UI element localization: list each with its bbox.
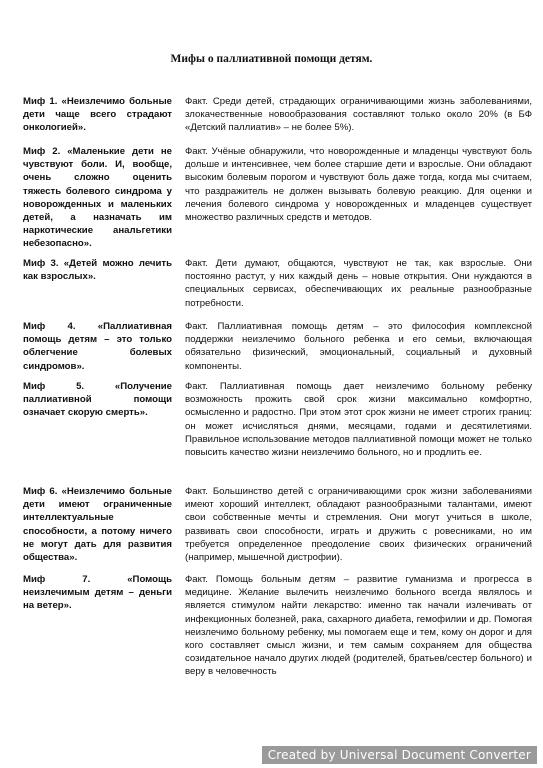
converter-watermark: Created by Universal Document Converter <box>262 746 537 764</box>
myth-statement: Миф 1. «Неизлечимо больные дети чаще всего страдают онкологией». <box>23 96 172 134</box>
myth-statement: Миф 4. «Паллиативная помощь детям – это только облегчение болевых синдромов». <box>23 321 172 372</box>
myth-statement: Миф 3. «Детей можно лечить как взрослых». <box>23 258 172 283</box>
fact-statement: Факт. Помощь больным детям – развитие гуманизма и прогресса в медицине. Желание вылечить неизлечимо больного всегда являлось и является стимулом найти лекарство: именно так начали излечивать от инфекционных болезней, рака, сахарного диабета, гемофилии и др. Помогая неизлечимо больному ребенку, мы помогаем еще и тем, кому он дорог и для кого составляет смысл жизни, и тем самым сохраняем для общества созидательное начало других людей (родителей, братьев/сестер больного) и веру в человечность <box>185 574 532 678</box>
page-title: Мифы о паллиативной помощи детям. <box>170 53 373 65</box>
fact-statement: Факт. Среди детей, страдающих ограничивающими жизнь заболеваниями, злокачественные новообразования составляют только около 20% (в БФ «Детский паллиатив» – не более 5%). <box>185 96 532 134</box>
myth-statement: Миф 2. «Маленькие дети не чувствуют боли. И, вообще, очень сложно оценить тяжесть болевого синдрома у новорожденных и маленьких детей, а назначать им наркотические анальгетики небезопасно». <box>23 146 172 250</box>
myth-statement: Миф 5. «Получение паллиативной помощи означает скорую смерть». <box>23 381 172 419</box>
myth-statement: Миф 7. «Помощь неизлечимым детям – деньги на ветер». <box>23 574 172 612</box>
fact-statement: Факт. Паллиативная помощь детям – это философия комплексной поддержки неизлечимо больного ребенка и его семьи, включающая обязательно физический, эмоциональный, социальный и духовный компоненты. <box>185 321 532 372</box>
myth-statement: Миф 6. «Неизлечимо больные дети имеют ограниченные интеллектуальные способности, а потому ничего не могут дать для развития общества». <box>23 486 172 564</box>
fact-statement: Факт. Учёные обнаружили, что новорожденные и младенцы чувствуют боль дольше и интенсивнее, чем более старшие дети и взрослые. Они обладают высоким болевым порогом и чувствуют боль даже тогда, когда мы считаем, что раздражитель не должен вызывать болевую реакцию. Для оценки и лечения болевого синдрома у новорожденных и младенцев существует множество различных средств и методов. <box>185 146 532 224</box>
fact-statement: Факт. Большинство детей с ограничивающими срок жизни заболеваниями имеют хороший интеллект, обладают разнообразными талантами, имеют свои собственные мечты и стремления. Они могут учиться в школе, развивать свои способности, играть и дружить с ровесниками, но им требуется определенное преодоление своих физических ограничений (например, мышечной дистрофии). <box>185 486 532 564</box>
fact-statement: Факт. Дети думают, общаются, чувствуют не так, как взрослые. Они постоянно растут, у них каждый день – новые открытия. Они нуждаются в специальных сервисах, обеспечивающих их реальные разнообразные потребности. <box>185 258 532 309</box>
fact-statement: Факт. Паллиативная помощь дает неизлечимо больному ребенку возможность прожить свой срок жизни максимально комфортно, осмысленно и радостно. При этом этот срок жизни не имеет строгих границ: он может исчисляться днями, месяцами, годами и десятилетиями. Правильное использование методов паллиативной помощи может не только повысить качество жизни неизлечимо больного, но и продлить ее. <box>185 381 532 459</box>
